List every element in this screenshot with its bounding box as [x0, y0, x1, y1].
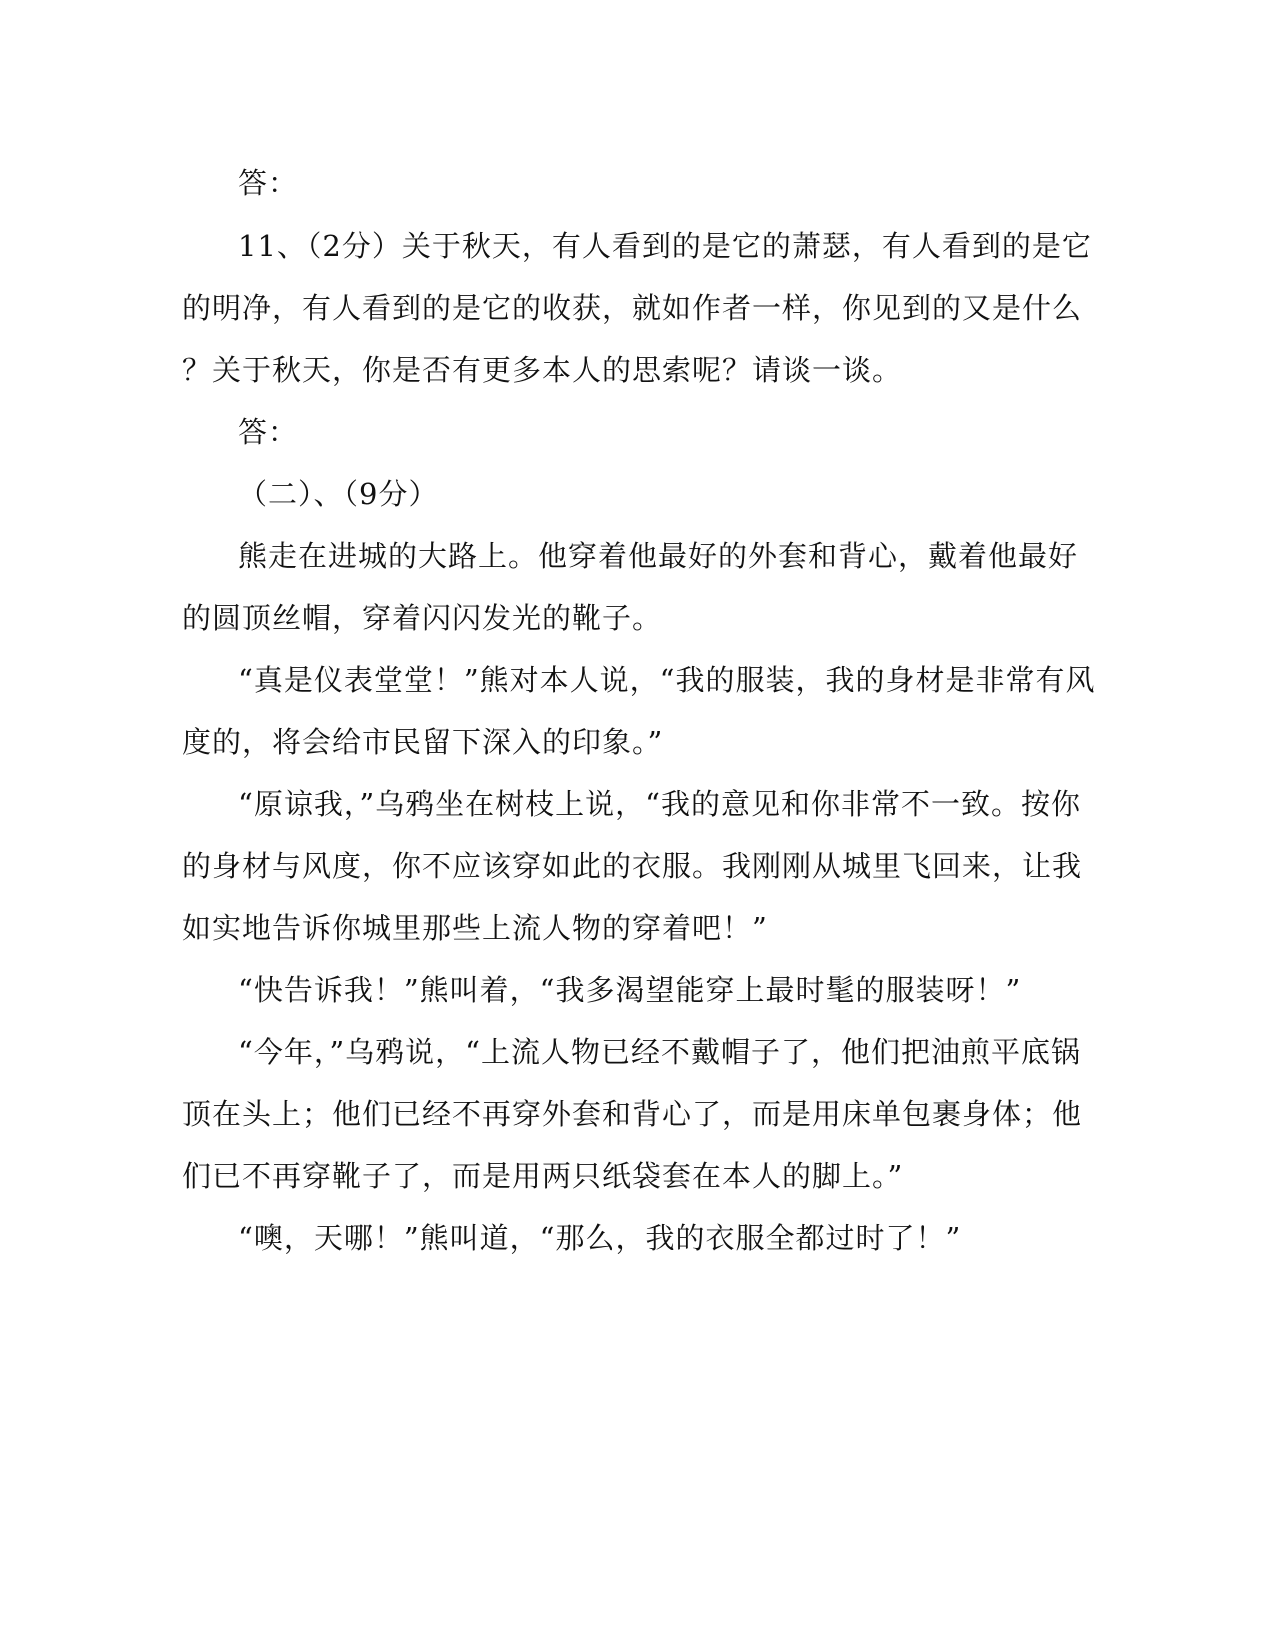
paragraph-line: 的身材与风度，你不应该穿如此的衣服。我刚刚从城里飞回来，让我: [182, 849, 1083, 883]
paragraph-line: “真是仪表堂堂！”熊对本人说，“我的服装，我的身材是非常有风: [238, 663, 1096, 697]
paragraph-line: 度的，将会给市民留下深入的印象。”: [182, 725, 664, 759]
answer-label: 答：: [238, 415, 299, 449]
question-11-line-2: 的明净，有人看到的是它的收获，就如作者一样，你见到的又是什么: [182, 291, 1083, 325]
paragraph-line: “今年，”乌鸦说，“上流人物已经不戴帽子了，他们把油煎平底锅: [238, 1035, 1081, 1069]
paragraph-line: 的圆顶丝帽，穿着闪闪发光的靴子。: [182, 601, 663, 635]
paragraph-line: 们已不再穿靴子了，而是用两只纸袋套在本人的脚上。”: [182, 1159, 904, 1193]
paragraph-line: “原谅我，”乌鸦坐在树枝上说，“我的意见和你非常不一致。按你: [238, 787, 1081, 821]
question-11-line-1: 11、（2分）关于秋天，有人看到的是它的萧瑟，有人看到的是它: [238, 229, 1092, 263]
paragraph-line: 如实地告诉你城里那些上流人物的穿着吧！”: [182, 911, 768, 945]
section-heading: （二）、（9分）: [238, 477, 439, 511]
paragraph-line: 顶在头上；他们已经不再穿外套和背心了，而是用床单包裹身体；他: [182, 1097, 1083, 1131]
paragraph-line: “噢，天哪！”熊叫道，“那么，我的衣服全都过时了！”: [238, 1221, 962, 1255]
paragraph-line: “快告诉我！”熊叫着，“我多渴望能穿上最时髦的服装呀！”: [238, 973, 1022, 1007]
question-11-line-3: ？关于秋天，你是否有更多本人的思索呢？请谈一谈。: [182, 353, 903, 387]
answer-label: 答：: [238, 166, 299, 200]
paragraph-line: 熊走在进城的大路上。他穿着他最好的外套和背心，戴着他最好: [238, 539, 1079, 573]
